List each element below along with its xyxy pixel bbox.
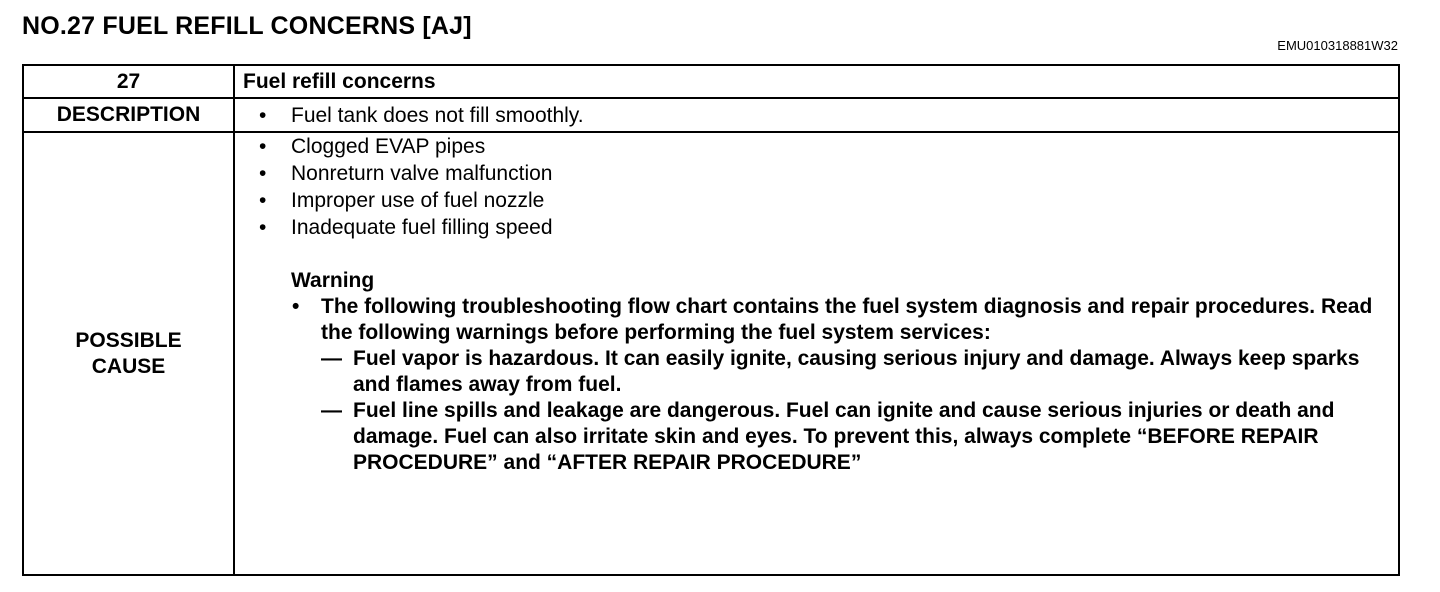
possible-cause-label-line1: POSSIBLE xyxy=(75,328,182,352)
cause-item xyxy=(243,214,1398,241)
warning-sub-item xyxy=(243,346,1398,398)
cause-item xyxy=(243,160,1398,187)
bullet-icon: • xyxy=(259,162,267,185)
warning-block xyxy=(243,267,1398,476)
bullet-icon: • xyxy=(259,216,267,239)
warning-title: Warning xyxy=(291,269,375,292)
document-code: EMU010318881W32 xyxy=(1277,38,1398,53)
description-text: Fuel tank does not fill smoothly. xyxy=(291,103,584,127)
dash-icon: — xyxy=(321,399,342,422)
description-cell xyxy=(234,98,1399,132)
cause-text: Nonreturn valve malfunction xyxy=(291,162,553,185)
possible-cause-label xyxy=(23,132,234,575)
warning-sub-text: Fuel line spills and leakage are dangerous. Fuel can ignite and cause serious injuries or death and damage. Fuel can also irritate skin and eyes. To prevent this, always complete “BEFORE REPAIR PROCEDURE” and “AFTER REPAIR PROCEDURE” xyxy=(353,399,1335,474)
bullet-icon: • xyxy=(259,189,267,212)
cause-text: Clogged EVAP pipes xyxy=(291,135,486,158)
warning-sub-text: Fuel vapor is hazardous. It can easily ignite, causing serious injury and damage. Always keep sparks and flames away from fuel. xyxy=(353,347,1360,396)
description-label: DESCRIPTION xyxy=(23,98,234,132)
possible-cause-cell xyxy=(234,132,1399,575)
page-title: NO.27 FUEL REFILL CONCERNS [AJ] xyxy=(22,12,472,40)
cause-item xyxy=(243,187,1398,214)
bullet-icon: • xyxy=(259,135,267,158)
bullet-icon: • xyxy=(292,295,300,318)
warning-sub-item xyxy=(243,398,1398,476)
cause-text: Inadequate fuel filling speed xyxy=(291,216,553,239)
description-item xyxy=(243,102,1398,129)
possible-cause-label-line2: CAUSE xyxy=(91,354,166,378)
dash-icon: — xyxy=(321,347,342,370)
bullet-icon: • xyxy=(259,103,267,127)
warning-bullet-text: The following troubleshooting flow chart contains the fuel system diagnosis and repair procedures. Read the following warnings before performing the fuel system services: xyxy=(321,295,1373,344)
row-number-cell: 27 xyxy=(23,65,234,98)
row-title-cell: Fuel refill concerns xyxy=(234,65,1399,98)
cause-item xyxy=(243,133,1398,160)
table-header-row xyxy=(23,65,1399,98)
cause-list xyxy=(243,133,1398,241)
description-list xyxy=(243,102,1398,129)
warning-bullet xyxy=(243,294,1398,346)
troubleshooting-table xyxy=(22,64,1400,576)
cause-text: Improper use of fuel nozzle xyxy=(291,189,545,212)
description-row xyxy=(23,98,1399,132)
possible-cause-row xyxy=(23,132,1399,575)
